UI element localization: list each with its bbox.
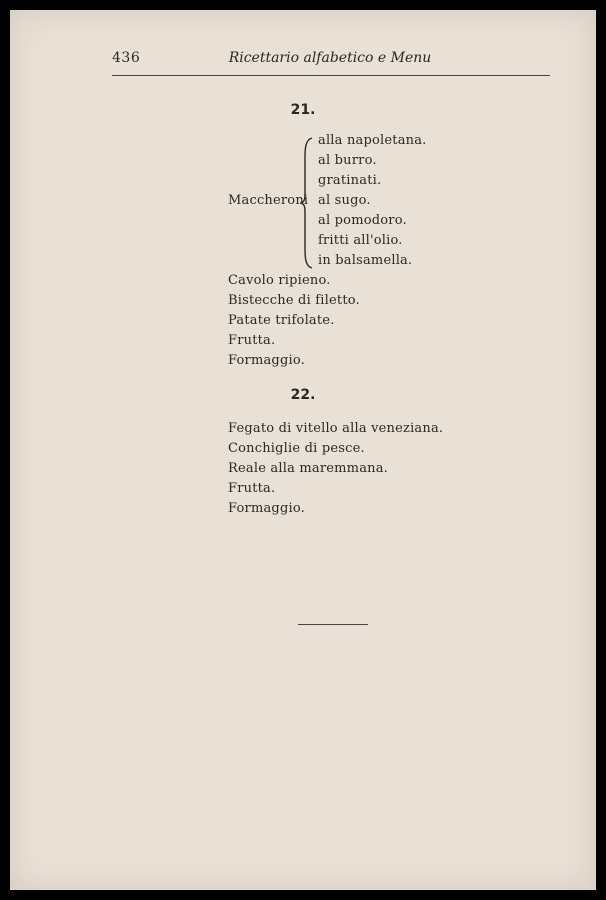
menu-course: Conchiglie di pesce. <box>228 441 365 456</box>
menu-course: Patate trifolate. <box>228 313 335 328</box>
page-number: 436 <box>112 50 141 66</box>
menu-course: Bistecche di filetto. <box>228 293 360 308</box>
page-header <box>112 50 548 72</box>
menu-number-22: 22. <box>290 387 316 403</box>
curly-brace-icon <box>300 136 314 270</box>
menu-course: Formaggio. <box>228 501 305 516</box>
section-divider <box>298 624 368 625</box>
maccheroni-label: Maccheroni <box>228 193 309 208</box>
maccheroni-variant: fritti all'olio. <box>318 233 403 248</box>
header-rule <box>112 75 550 76</box>
maccheroni-variant: al pomodoro. <box>318 213 407 228</box>
menu-course: Formaggio. <box>228 353 305 368</box>
menu-course: Fegato di vitello alla veneziana. <box>228 421 444 436</box>
maccheroni-variant: al burro. <box>318 153 377 168</box>
menu-course: Frutta. <box>228 333 276 348</box>
maccheroni-variant: gratinati. <box>318 173 382 188</box>
menu-course: Cavolo ripieno. <box>228 273 331 288</box>
menu-number-21: 21. <box>290 102 316 118</box>
maccheroni-variant: al sugo. <box>318 193 371 208</box>
menu-course: Frutta. <box>228 481 276 496</box>
running-title: Ricettario alfabetico e Menu <box>228 50 432 66</box>
maccheroni-variant: alla napoletana. <box>318 133 427 148</box>
book-page <box>10 10 596 890</box>
maccheroni-variant: in balsamella. <box>318 253 413 268</box>
menu-course: Reale alla maremmana. <box>228 461 389 476</box>
